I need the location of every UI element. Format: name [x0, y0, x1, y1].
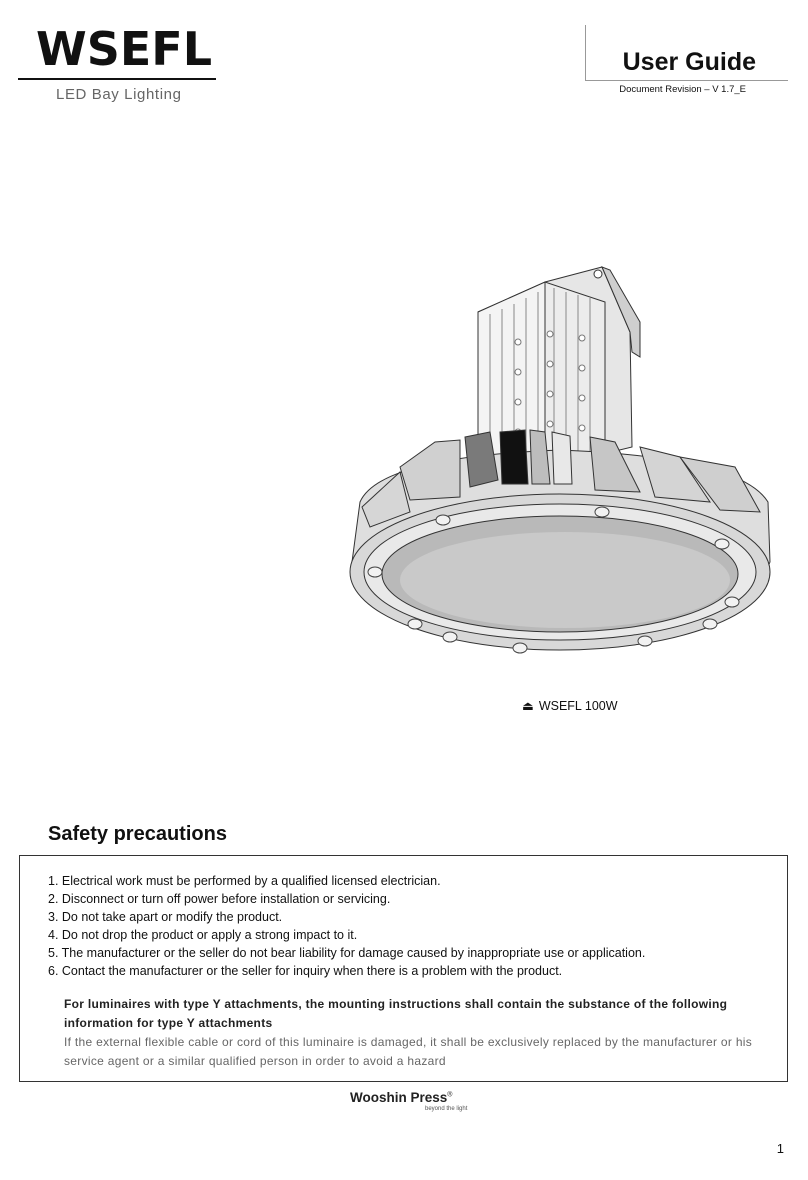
registered-mark: ® [447, 1091, 453, 1099]
figure-caption [522, 698, 618, 713]
type-y-note-heading: For luminaires with type Y attachments, the mounting instructions shall contain the substance of the following information for type Y attachments [64, 997, 728, 1030]
publisher-name: Wooshin Press [350, 1090, 448, 1105]
type-y-note [64, 995, 764, 1071]
product-illustration [340, 262, 780, 662]
safety-box [19, 855, 788, 1082]
safety-item: 6. Contact the manufacturer or the seller for inquiry when there is a problem with the product. [48, 964, 563, 978]
safety-item: 5. The manufacturer or the seller do not bear liability for damage caused by inappropriate use or application. [48, 946, 646, 960]
document-title: User Guide [622, 48, 756, 76]
caption-marker-icon: ⏏ [522, 699, 534, 713]
safety-item: 3. Do not take apart or modify the product. [48, 910, 283, 924]
type-y-note-body: If the external flexible cable or cord of this luminaire is damaged, it shall be exclusively replaced by the manufacturer or his service agent or a similar qualified person in order to avoid a hazard [64, 1035, 753, 1068]
title-frame-horizontal-line [585, 80, 788, 81]
publisher-tagline: beyond the light [425, 1106, 468, 1112]
brand-logo: WSEFL [36, 22, 213, 76]
document-revision: Document Revision – V 1.7_E [619, 84, 746, 95]
safety-list [48, 872, 645, 980]
caption-text: WSEFL 100W [538, 699, 618, 713]
title-frame-vertical-line [585, 25, 586, 80]
safety-item: 4. Do not drop the product or apply a strong impact to it. [48, 928, 358, 942]
brand-subtitle: LED Bay Lighting [56, 86, 182, 103]
page-number: 1 [776, 1141, 784, 1156]
safety-item: 1. Electrical work must be performed by a qualified licensed electrician. [48, 874, 441, 888]
publisher-logo [350, 1090, 452, 1105]
safety-item: 2. Disconnect or turn off power before installation or servicing. [48, 892, 391, 906]
safety-section-title: Safety precautions [48, 823, 227, 845]
brand-underline [18, 78, 216, 80]
